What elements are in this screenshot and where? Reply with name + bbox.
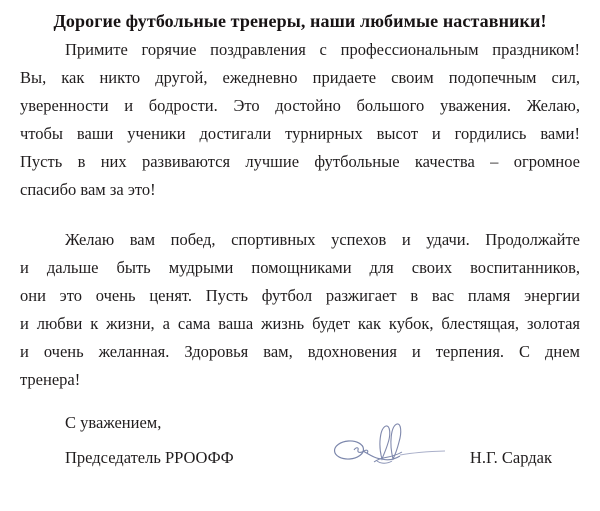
signer-name: Н.Г. Сардак <box>469 448 552 467</box>
paragraph-1 <box>20 36 580 204</box>
text-line: Пусть в них развиваются лучшие футбольные качества – огромное <box>20 152 580 171</box>
signer-title: Председатель РРООФФ <box>65 448 234 467</box>
text-line: Примите горячие поздравления с профессиональным праздником! <box>65 40 580 59</box>
text-line: и очень желанная. Здоровья вам, вдохновения и терпения. С днем <box>20 342 580 361</box>
text-line: спасибо вам за это! <box>20 180 156 199</box>
text-line: и любви к жизни, а сама ваша жизнь будет как кубок, блестящая, золотая <box>20 314 580 333</box>
signature-icon <box>332 421 447 469</box>
text-line: Вы, как никто другой, ежедневно придаете своим подопечным сил, <box>20 68 580 87</box>
text-line: тренера! <box>20 370 81 389</box>
text-line: уверенности и бодрости. Это достойно большого уважения. Желаю, <box>20 96 580 115</box>
text-line: чтобы ваши ученики достигали турнирных высот и гордились вами! <box>20 124 580 143</box>
paragraph-2 <box>20 226 580 394</box>
text-line: они это очень ценят. Пусть футбол разжигает в вас пламя энергии <box>20 286 580 305</box>
text-line: Желаю вам побед, спортивных успехов и удачи. Продолжайте <box>65 230 580 249</box>
letter-title: Дорогие футбольные тренеры, наши любимые наставники! <box>53 11 547 31</box>
text-line: и дальше быть мудрыми помощниками для своих воспитанников, <box>20 258 580 277</box>
closing-salutation: С уважением, <box>65 413 162 432</box>
signature-row <box>65 444 552 472</box>
